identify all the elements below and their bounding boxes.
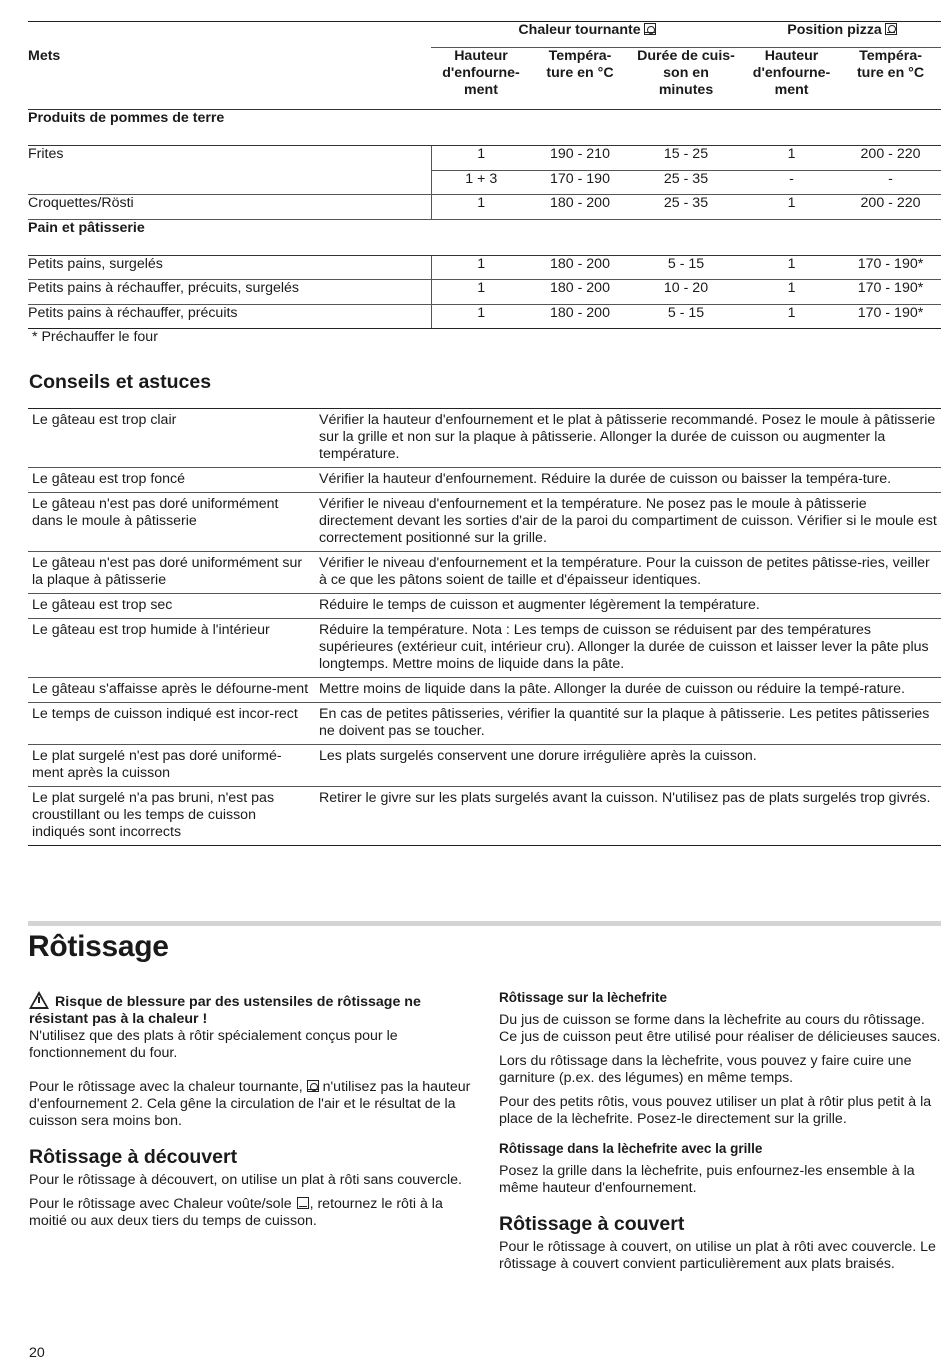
tips-heading: Conseils et astuces <box>29 371 212 393</box>
solution-cell: Vérifier la hauteur d'enfournement et le plat à pâtisserie recommandé. Posez le moule à pâtisserie sur la grille et non sur la plaque à pâtisserie. Allonger la durée de cuisson ou augmenter la température. <box>316 409 941 468</box>
table-row <box>28 280 941 305</box>
solution-cell: Vérifier le niveau d'enfournement et la température. Ne posez pas le moule à pâtisserie directement devant les sorties d'air de la paroi du compartiment de cuisson. Vérifier si le moule est correctement positionné sur la grille. <box>316 493 941 552</box>
table-row <box>28 594 941 619</box>
table-cell: 1 <box>743 146 840 171</box>
solution-cell: Mettre moins de liquide dans la pâte. Allonger la durée de cuisson ou réduire la tempé-rature. <box>316 678 941 703</box>
problem-cell: Le gâteau s'affaisse après le défourne-ment <box>28 678 316 703</box>
table-cell: 180 - 200 <box>531 195 629 220</box>
table-cell: 1 <box>743 304 840 329</box>
table-cell: 1 + 3 <box>431 170 531 195</box>
table-cell: 5 - 15 <box>629 255 743 280</box>
top-bottom-heat-icon <box>297 1197 309 1209</box>
problem-cell: Le gâteau est trop humide à l'intérieur <box>28 619 316 678</box>
table-cell: 180 - 200 <box>531 280 629 305</box>
problem-cell: Le gâteau n'est pas doré uniformément dans le moule à pâtisserie <box>28 493 316 552</box>
couvert-paragraph: Pour le rôtissage à couvert, on utilise un plat à rôti avec couvercle. Le rôtissage à couvert convient particulièrement aux plats braisés. <box>499 1239 936 1272</box>
cooking-table <box>28 21 941 329</box>
table-cell: 1 <box>431 146 531 171</box>
category-row: Pain et pâtisserie <box>28 219 941 255</box>
problem-cell: Le plat surgelé n'est pas doré uniformé-ment après la cuisson <box>28 745 316 787</box>
table-cell: 180 - 200 <box>531 304 629 329</box>
tips-table <box>28 408 941 846</box>
page-number: 20 <box>29 1345 45 1361</box>
category-row: Produits de pommes de terre <box>28 110 941 146</box>
fan-oven-icon <box>644 23 656 35</box>
section-divider <box>28 921 941 926</box>
table-cell: 190 - 210 <box>531 146 629 171</box>
dish-cell: Petits pains à réchauffer, précuits, surgelés <box>28 280 431 305</box>
problem-cell: Le gâteau est trop foncé <box>28 468 316 493</box>
table-row <box>28 146 941 171</box>
table-cell: 200 - 220 <box>840 195 941 220</box>
footnote: * Préchauffer le four <box>32 329 158 345</box>
solution-cell: En cas de petites pâtisseries, vérifier la quantité sur la plaque à pâtisserie. Les petites pâtisseries ne doivent pas se toucher. <box>316 703 941 745</box>
solution-cell: Retirer le givre sur les plats surgelés avant la cuisson. N'utilisez pas de plats surgelés trop givrés. <box>316 787 941 846</box>
table-cell: 1 <box>431 195 531 220</box>
problem-cell: Le temps de cuisson indiqué est incor-rect <box>28 703 316 745</box>
table-cell: 180 - 200 <box>531 255 629 280</box>
pizza-mode-icon <box>885 23 897 35</box>
left-column <box>29 991 471 1237</box>
table-cell: 25 - 35 <box>629 170 743 195</box>
table-cell: 5 - 15 <box>629 304 743 329</box>
table-row <box>28 787 941 846</box>
solution-cell: Réduire la température. Nota : Les temps de cuisson se réduisent par des températures supérieures (extérieur cuit, intérieur cru). Allonger la durée de cuisson et laisser lever la pâte plus longtemps. Mettre moins de liquide dans la pâte. <box>316 619 941 678</box>
table-row <box>28 255 941 280</box>
solution-cell: Réduire le temps de cuisson et augmenter légèrement la température. <box>316 594 941 619</box>
column-header-temperature: Tempéra- ture en °C <box>531 48 629 110</box>
warning-triangle-icon <box>29 991 49 1009</box>
table-cell: 200 - 220 <box>840 146 941 171</box>
table-cell: 1 <box>431 280 531 305</box>
table-row <box>28 409 941 468</box>
subsection-title-grille: Rôtissage dans la lèchefrite avec la grille <box>499 1141 763 1156</box>
table-row <box>28 170 941 195</box>
lechefrite-paragraph-3: Pour des petits rôtis, vous pouvez utiliser un plat à rôtir plus petit à la place de la lèchefrite. Posez-le directement sur la grille. <box>499 1094 932 1127</box>
right-column <box>499 989 941 1280</box>
warning-text: N'utilisez que des plats à rôtir spécialement conçus pour le fonctionnement du four. <box>29 1028 398 1061</box>
table-cell: 170 - 190* <box>840 255 941 280</box>
solution-cell: Vérifier la hauteur d'enfournement. Réduire la durée de cuisson ou baisser la tempéra-ture. <box>316 468 941 493</box>
table-cell: 1 <box>431 255 531 280</box>
subsection-title-decouvert: Rôtissage à découvert <box>29 1146 238 1168</box>
problem-cell: Le plat surgelé n'a pas bruni, n'est pas croustillant ou les temps de cuisson indiqués sont incorrects <box>28 787 316 846</box>
group-header-chaleur-tournante: Chaleur tournante <box>431 22 743 48</box>
problem-cell: Le gâteau est trop sec <box>28 594 316 619</box>
table-cell: 1 <box>743 255 840 280</box>
table-cell: 15 - 25 <box>629 146 743 171</box>
table-cell: 10 - 20 <box>629 280 743 305</box>
table-cell: - <box>743 170 840 195</box>
intro-paragraph: Pour le rôtissage avec la chaleur tournante, n'utilisez pas la hauteur d'enfournement 2. Cela gêne la circulation de l'air et le résultat de la cuisson sera moins bon. <box>29 1079 471 1129</box>
subsection-title-couvert: Rôtissage à couvert <box>499 1213 685 1235</box>
warning-title: Risque de blessure par des ustensiles de rôtissage ne résistant pas à la chaleur ! <box>29 991 471 1028</box>
table-cell: 25 - 35 <box>629 195 743 220</box>
table-row <box>28 745 941 787</box>
column-header-duree: Durée de cuis- son en minutes <box>629 48 743 110</box>
lechefrite-paragraph-1: Du jus de cuisson se forme dans la lèchefrite au cours du rôtissage. Ce jus de cuisson peut être utilisé pour réaliser de délicieuses sauces. <box>499 1012 941 1045</box>
column-header-temperature-pizza: Tempéra- ture en °C <box>840 48 941 110</box>
table-cell: - <box>840 170 941 195</box>
column-header-mets: Mets <box>28 48 431 110</box>
dish-cell: Petits pains à réchauffer, précuits <box>28 304 431 329</box>
decouvert-paragraph-2: Pour le rôtissage avec Chaleur voûte/sole , retournez le rôti à la moitié ou aux deux tiers du temps de cuisson. <box>29 1196 443 1229</box>
column-header-hauteur: Hauteur d'enfourne- ment <box>431 48 531 110</box>
table-row <box>28 493 941 552</box>
table-row <box>28 552 941 594</box>
lechefrite-paragraph-2: Lors du rôtissage dans la lèchefrite, vous pouvez y faire cuire une garniture (p.ex. des légumes) en même temps. <box>499 1053 912 1086</box>
dish-cell: Croquettes/Rösti <box>28 195 431 220</box>
table-cell: 1 <box>743 280 840 305</box>
solution-cell: Vérifier le niveau d'enfournement et la température. Pour la cuisson de petites pâtisse-ries, veiller à ce que les pâtons soient de taille et d'épaisseur identiques. <box>316 552 941 594</box>
dish-cell: Petits pains, surgelés <box>28 255 431 280</box>
fan-oven-icon <box>307 1080 319 1092</box>
table-cell: 170 - 190* <box>840 304 941 329</box>
column-header-hauteur-pizza: Hauteur d'enfourne- ment <box>743 48 840 110</box>
table-row <box>28 195 941 220</box>
table-row <box>28 703 941 745</box>
dish-cell <box>28 170 431 195</box>
problem-cell: Le gâteau est trop clair <box>28 409 316 468</box>
subsection-title-lechefrite: Rôtissage sur la lèchefrite <box>499 990 668 1005</box>
table-row <box>28 468 941 493</box>
table-cell: 1 <box>431 304 531 329</box>
table-cell: 170 - 190* <box>840 280 941 305</box>
table-row <box>28 304 941 329</box>
dish-cell: Frites <box>28 146 431 171</box>
group-header-position-pizza: Position pizza <box>743 22 941 48</box>
table-row <box>28 678 941 703</box>
decouvert-paragraph-1: Pour le rôtissage à découvert, on utilise un plat à rôti sans couvercle. <box>29 1172 462 1188</box>
table-cell: 1 <box>743 195 840 220</box>
table-row <box>28 619 941 678</box>
section-title: Rôtissage <box>28 930 169 963</box>
solution-cell: Les plats surgelés conservent une dorure irrégulière après la cuisson. <box>316 745 941 787</box>
grille-paragraph: Posez la grille dans la lèchefrite, puis enfournez-les ensemble à la même hauteur d'enfournement. <box>499 1163 915 1196</box>
table-cell: 170 - 190 <box>531 170 629 195</box>
problem-cell: Le gâteau n'est pas doré uniformément sur la plaque à pâtisserie <box>28 552 316 594</box>
